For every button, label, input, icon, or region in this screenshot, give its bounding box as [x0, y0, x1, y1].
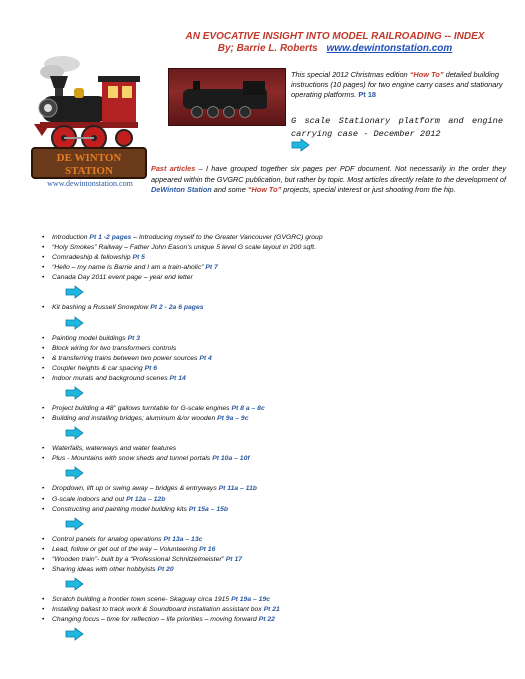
intro-howto: “How To” [247, 185, 282, 194]
part-link[interactable]: Pt 2 - 2a 6 pages [150, 304, 204, 312]
engine-wheel [207, 106, 219, 118]
list-item-text: Plus - Mountains with snow sheds and tunnel portals [52, 455, 213, 463]
list-item [34, 444, 504, 454]
part-link[interactable]: Pt 21 [263, 606, 280, 614]
article-list [34, 233, 504, 645]
list-item [34, 535, 504, 545]
list-item-text: G-scale indoors and out [52, 495, 127, 503]
past-articles-intro [151, 164, 506, 196]
sign-line-2: STATION [65, 165, 113, 177]
list-item [34, 344, 504, 354]
list-item [34, 595, 504, 605]
part-link[interactable]: Pt 15a – 15b [188, 505, 229, 513]
feature-description [291, 70, 503, 100]
list-item-text: “Wooden train”- built by a “Professional Schnitzelmeister” [52, 555, 226, 563]
list-item [34, 414, 504, 424]
engine-case-photo [168, 68, 286, 126]
part-link[interactable]: Pt 10a – 10f [212, 455, 250, 463]
list-item-text: Building and installing bridges; aluminum &/or wooden [52, 415, 218, 423]
engine-wheel [191, 106, 203, 118]
list-item-text: & transferring trains between two power sources [52, 354, 200, 362]
engine-wheel [223, 106, 235, 118]
section-next-arrow[interactable] [65, 577, 84, 591]
list-item [34, 303, 504, 313]
section-next-arrow[interactable] [65, 285, 84, 299]
next-arrow-row [34, 316, 504, 334]
list-item-text: Comradeship & fellowship [52, 254, 133, 262]
engine-cab-shape [243, 81, 265, 95]
right-arrow-icon [65, 386, 84, 400]
list-item [34, 565, 504, 575]
list-item [34, 615, 504, 625]
list-item-text: Indoor murals and background scenes [52, 374, 170, 382]
next-arrow-row [34, 517, 504, 535]
right-arrow-icon [65, 577, 84, 591]
brand-name: DeWinton Station [151, 185, 212, 194]
feature-part-link[interactable]: Pt 18 [358, 90, 377, 99]
intro-text: – I have grouped together six pages per PDF document. Not necessarily in the order they appeared within the GVGRC publication, but rather by topic. Most articles directly relate to the development of [151, 164, 506, 184]
right-arrow-icon [65, 316, 84, 330]
feature-howto: “How To” [409, 70, 444, 79]
list-item-text: Waterfalls, waterways and water features [52, 445, 177, 453]
section-next-arrow[interactable] [65, 426, 84, 440]
list-item [34, 454, 504, 464]
part-link[interactable]: Pt 16 [199, 545, 216, 553]
part-link[interactable]: Pt 1 -2 pages [89, 234, 132, 241]
list-item-text-rest: – Introducing myself to the Greater Vancouver (GVGRC) group [131, 234, 323, 241]
part-link[interactable]: Pt 5 [132, 254, 145, 262]
website-link[interactable]: www.dewintonstation.com [326, 43, 453, 54]
part-link[interactable]: Pt 19a – 19c [231, 596, 271, 604]
list-item [34, 374, 504, 384]
list-item-text: Coupler heights & car spacing [52, 364, 145, 372]
train-logo-icon [28, 52, 150, 194]
list-item [34, 605, 504, 615]
section-next-arrow[interactable] [65, 627, 84, 641]
list-item [34, 404, 504, 414]
next-arrow-row [34, 577, 504, 595]
dewinton-station-logo [28, 52, 150, 194]
part-link[interactable]: Pt 14 [169, 374, 186, 382]
part-link[interactable]: Pt 11a – 11b [218, 485, 257, 493]
list-item [34, 263, 504, 273]
section-next-arrow[interactable] [65, 316, 84, 330]
section-next-arrow[interactable] [65, 517, 84, 531]
feature-title: G scale Stationary platform and engine carrying case - December 2012 [291, 116, 503, 139]
sign-line-1: DE WINTON [56, 152, 122, 164]
list-item-text: Block wiring for two transformers controls [52, 344, 177, 352]
list-item [34, 495, 504, 505]
part-link[interactable]: Pt 3 [127, 334, 141, 342]
list-item-text: Sharing ideas with other hobbyists [52, 565, 158, 573]
list-item [34, 555, 504, 565]
byline-row [170, 43, 500, 55]
byline: By; Barrie L. Roberts [217, 43, 318, 54]
list-item [34, 253, 504, 263]
list-item [34, 545, 504, 555]
intro-text-3: projects, special interest or just shooting from the hip. [281, 185, 456, 194]
feature-next-arrow[interactable] [291, 138, 310, 152]
section-next-arrow[interactable] [65, 466, 84, 480]
intro-text-2: and some [211, 185, 248, 194]
engine-wheel [239, 106, 251, 118]
right-arrow-icon [291, 138, 310, 152]
next-arrow-row [34, 285, 504, 303]
list-item [34, 243, 504, 253]
page-title: AN EVOCATIVE INSIGHT INTO MODEL RAILROADING -- INDEX [185, 31, 485, 42]
list-item-text: Introduction [52, 234, 90, 241]
feature-desc-text-2: detailed building instructions (10 pages) for two engine carry cases and stationary operating platforms. [291, 70, 503, 99]
list-item-text: Lead, follow or get out of the way – Volunteering [52, 545, 200, 553]
list-item-text: Canada Day 2011 event page – year end letter [52, 274, 193, 282]
list-item-text: “Hello – my name is Barrie and I am a train-aholic” [52, 264, 206, 272]
part-link[interactable]: Pt 7 [205, 264, 218, 272]
part-link[interactable]: Pt 6 [144, 364, 158, 372]
next-arrow-row [34, 386, 504, 404]
header [170, 31, 500, 55]
list-item [34, 484, 504, 494]
list-item-text: “Holy Smokes” Railway – Father John Eason’s unique 5 level G scale layout in 200 sqft. [52, 244, 316, 252]
next-arrow-row [34, 426, 504, 444]
part-link[interactable]: Pt 17 [225, 555, 243, 563]
list-item [34, 334, 504, 344]
list-item-text: Constructing and painting model building kits [52, 505, 189, 513]
part-link[interactable]: Pt 20 [157, 565, 174, 573]
part-link[interactable]: Pt 13a – 13c [163, 535, 203, 543]
right-arrow-icon [65, 466, 84, 480]
past-articles-label: Past articles [151, 164, 196, 173]
list-item-text: Scratch building a frontier town scene- Skaguay circa 1915 [52, 596, 232, 604]
list-item [34, 354, 504, 364]
part-link[interactable]: Pt 4 [199, 354, 212, 362]
next-arrow-row [34, 627, 504, 645]
list-item-text: Installing ballast to track work & Soundboard installation assistant box [52, 606, 264, 614]
part-link[interactable]: Pt 22 [258, 616, 275, 624]
list-item-text: Control panels for analog operations [52, 535, 164, 543]
list-item-text: Kit bashing a Russell Snowplow [52, 304, 151, 312]
list-item-text: Project building a 48” gallows turntable for G-scale engines [52, 405, 232, 413]
list-item [34, 505, 504, 515]
list-item-text: Painting model buildings [52, 334, 128, 342]
right-arrow-icon [65, 426, 84, 440]
right-arrow-icon [65, 517, 84, 531]
list-item-text: Changing focus – time for reflection – life priorities – moving forward [52, 616, 259, 624]
part-link[interactable]: Pt 9a – 9c [217, 415, 249, 423]
logo-url: www.dewintonstation.com [47, 179, 133, 188]
right-arrow-icon [65, 627, 84, 641]
list-item-text: Dropdown, lift up or swing away – bridges & entryways [52, 485, 219, 493]
section-next-arrow[interactable] [65, 386, 84, 400]
engine-stack-shape [193, 81, 200, 90]
list-item [34, 233, 504, 243]
feature-desc-text: This special 2012 Christmas edition [291, 70, 410, 79]
next-arrow-row [34, 466, 504, 484]
right-arrow-icon [65, 285, 84, 299]
part-link[interactable]: Pt 12a – 12b [126, 495, 166, 503]
list-item [34, 273, 504, 283]
part-link[interactable]: Pt 8 a – 8c [231, 405, 265, 413]
list-item [34, 364, 504, 374]
